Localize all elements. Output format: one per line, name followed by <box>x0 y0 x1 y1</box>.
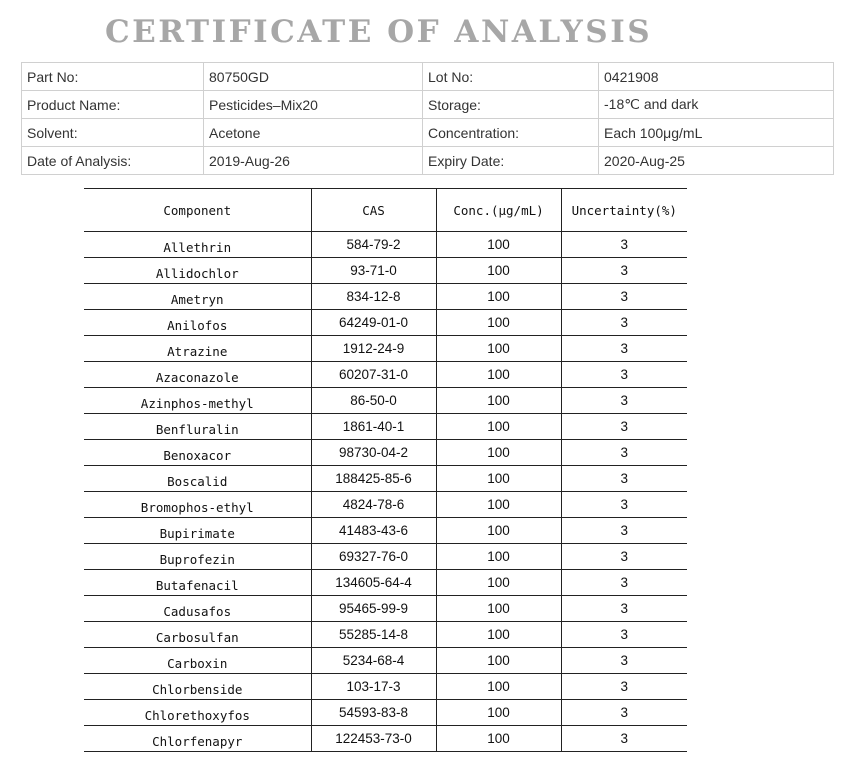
storage-label: Storage: <box>423 91 599 119</box>
solvent-value: Acetone <box>204 119 423 147</box>
component-name: Bromophos-ethyl <box>84 492 311 518</box>
concentration: 100 <box>436 310 561 336</box>
cas-column-header: CAS <box>311 189 436 232</box>
uncertainty: 3 <box>561 362 687 388</box>
concentration: 100 <box>436 414 561 440</box>
concentration: 100 <box>436 544 561 570</box>
solvent-label: Solvent: <box>22 119 204 147</box>
product-info-table <box>21 62 834 175</box>
concentration: 100 <box>436 492 561 518</box>
table-row <box>84 622 687 648</box>
concentration: 100 <box>436 700 561 726</box>
components-table <box>84 188 687 752</box>
concentration: 100 <box>436 284 561 310</box>
table-row <box>84 518 687 544</box>
cas-number: 60207-31-0 <box>311 362 436 388</box>
info-row <box>22 63 834 91</box>
cas-number: 134605-64-4 <box>311 570 436 596</box>
uncertainty: 3 <box>561 388 687 414</box>
concentration: 100 <box>436 232 561 258</box>
table-row <box>84 570 687 596</box>
info-row <box>22 119 834 147</box>
concentration: 100 <box>436 596 561 622</box>
document-title: CERTIFICATE OF ANALYSIS <box>105 14 653 50</box>
uncertainty: 3 <box>561 648 687 674</box>
uncertainty: 3 <box>561 674 687 700</box>
table-row <box>84 466 687 492</box>
uncertainty: 3 <box>561 492 687 518</box>
table-row <box>84 362 687 388</box>
cas-number: 188425-85-6 <box>311 466 436 492</box>
cas-number: 54593-83-8 <box>311 700 436 726</box>
table-row <box>84 492 687 518</box>
cas-number: 5234-68-4 <box>311 648 436 674</box>
component-name: Chlorfenapyr <box>84 726 311 752</box>
uncertainty: 3 <box>561 544 687 570</box>
table-row <box>84 232 687 258</box>
concentration: 100 <box>436 362 561 388</box>
table-row <box>84 284 687 310</box>
component-name: Bupirimate <box>84 518 311 544</box>
component-name: Butafenacil <box>84 570 311 596</box>
lot-no-value: 0421908 <box>599 63 834 91</box>
concentration: 100 <box>436 726 561 752</box>
uncertainty: 3 <box>561 440 687 466</box>
table-row <box>84 726 687 752</box>
uncertainty: 3 <box>561 726 687 752</box>
product-name-label: Product Name: <box>22 91 204 119</box>
concentration: 100 <box>436 440 561 466</box>
component-name: Chlorbenside <box>84 674 311 700</box>
table-row <box>84 440 687 466</box>
component-name: Buprofezin <box>84 544 311 570</box>
lot-no-label: Lot No: <box>423 63 599 91</box>
component-name: Anilofos <box>84 310 311 336</box>
component-name: Carbosulfan <box>84 622 311 648</box>
uncertainty: 3 <box>561 700 687 726</box>
table-row <box>84 388 687 414</box>
uncertainty: 3 <box>561 336 687 362</box>
component-name: Boscalid <box>84 466 311 492</box>
concentration: 100 <box>436 388 561 414</box>
cas-number: 834-12-8 <box>311 284 436 310</box>
component-name: Benfluralin <box>84 414 311 440</box>
cas-number: 122453-73-0 <box>311 726 436 752</box>
concentration: 100 <box>436 466 561 492</box>
uncertainty: 3 <box>561 284 687 310</box>
component-name: Benoxacor <box>84 440 311 466</box>
part-no-label: Part No: <box>22 63 204 91</box>
uncertainty: 3 <box>561 310 687 336</box>
storage-value: -18℃ and dark <box>599 91 834 119</box>
concentration: 100 <box>436 570 561 596</box>
concentration: 100 <box>436 674 561 700</box>
expiry-date-value: 2020-Aug-25 <box>599 147 834 175</box>
table-row <box>84 674 687 700</box>
table-row <box>84 336 687 362</box>
table-row <box>84 544 687 570</box>
component-name: Atrazine <box>84 336 311 362</box>
conc-column-header: Conc.(μg/mL) <box>436 189 561 232</box>
table-row <box>84 414 687 440</box>
concentration-value: Each 100μg/mL <box>599 119 834 147</box>
cas-number: 95465-99-9 <box>311 596 436 622</box>
component-column-header: Component <box>84 189 311 232</box>
concentration: 100 <box>436 518 561 544</box>
concentration: 100 <box>436 336 561 362</box>
table-row <box>84 648 687 674</box>
concentration: 100 <box>436 258 561 284</box>
cas-number: 86-50-0 <box>311 388 436 414</box>
cas-number: 584-79-2 <box>311 232 436 258</box>
concentration: 100 <box>436 622 561 648</box>
cas-number: 103-17-3 <box>311 674 436 700</box>
date-of-analysis-label: Date of Analysis: <box>22 147 204 175</box>
components-header-row <box>84 189 687 232</box>
uncertainty: 3 <box>561 232 687 258</box>
component-name: Chlorethoxyfos <box>84 700 311 726</box>
component-name: Ametryn <box>84 284 311 310</box>
uncertainty: 3 <box>561 258 687 284</box>
component-name: Cadusafos <box>84 596 311 622</box>
cas-number: 69327-76-0 <box>311 544 436 570</box>
cas-number: 64249-01-0 <box>311 310 436 336</box>
cas-number: 55285-14-8 <box>311 622 436 648</box>
component-name: Carboxin <box>84 648 311 674</box>
uncertainty: 3 <box>561 622 687 648</box>
component-name: Allethrin <box>84 232 311 258</box>
uncertainty: 3 <box>561 596 687 622</box>
info-row <box>22 91 834 119</box>
cas-number: 93-71-0 <box>311 258 436 284</box>
info-row <box>22 147 834 175</box>
cas-number: 98730-04-2 <box>311 440 436 466</box>
component-name: Azinphos-methyl <box>84 388 311 414</box>
table-row <box>84 310 687 336</box>
uncertainty: 3 <box>561 466 687 492</box>
uncertainty: 3 <box>561 518 687 544</box>
uncertainty-column-header: Uncertainty(%) <box>561 189 687 232</box>
part-no-value: 80750GD <box>204 63 423 91</box>
cas-number: 4824-78-6 <box>311 492 436 518</box>
date-of-analysis-value: 2019-Aug-26 <box>204 147 423 175</box>
table-row <box>84 596 687 622</box>
table-row <box>84 700 687 726</box>
table-row <box>84 258 687 284</box>
cas-number: 1912-24-9 <box>311 336 436 362</box>
expiry-date-label: Expiry Date: <box>423 147 599 175</box>
cas-number: 1861-40-1 <box>311 414 436 440</box>
component-name: Azaconazole <box>84 362 311 388</box>
concentration-label: Concentration: <box>423 119 599 147</box>
component-name: Allidochlor <box>84 258 311 284</box>
uncertainty: 3 <box>561 570 687 596</box>
product-name-value: Pesticides–Mix20 <box>204 91 423 119</box>
cas-number: 41483-43-6 <box>311 518 436 544</box>
concentration: 100 <box>436 648 561 674</box>
uncertainty: 3 <box>561 414 687 440</box>
